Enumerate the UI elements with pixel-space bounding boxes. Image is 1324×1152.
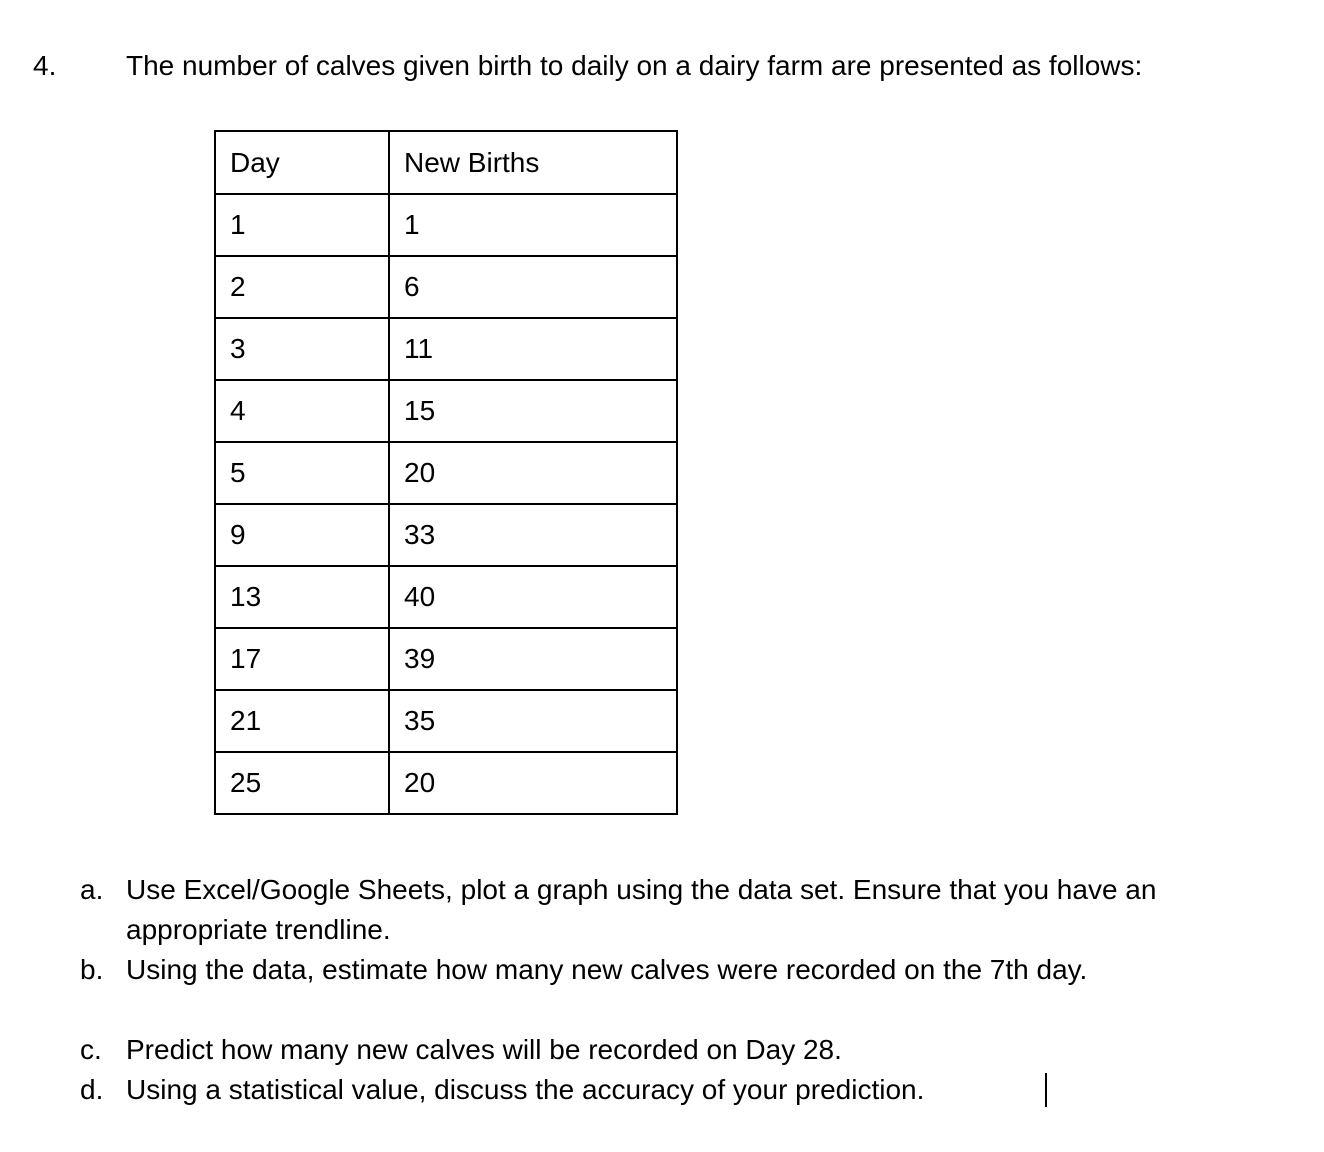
text-cursor: [1045, 1073, 1047, 1107]
header-new-births: New Births: [389, 131, 677, 194]
births-cell: 11: [389, 318, 677, 380]
header-day: Day: [215, 131, 389, 194]
day-cell: 3: [215, 318, 389, 380]
day-cell: 13: [215, 566, 389, 628]
part-text: Using the data, estimate how many new calves were recorded on the 7th day.: [126, 954, 1088, 985]
table-row: [215, 628, 677, 690]
births-cell: 40: [389, 566, 677, 628]
day-cell: 17: [215, 628, 389, 690]
births-cell: 33: [389, 504, 677, 566]
part-marker: d.: [80, 1074, 104, 1105]
table-row: [215, 194, 677, 256]
day-cell: 25: [215, 752, 389, 814]
births-cell: 6: [389, 256, 677, 318]
table-row: [215, 256, 677, 318]
question-part-c: [80, 1030, 1300, 1070]
table-row: [215, 690, 677, 752]
births-table: [214, 130, 678, 815]
table-row: [215, 318, 677, 380]
table-header-row: [215, 131, 677, 194]
births-cell: 39: [389, 628, 677, 690]
births-cell: 15: [389, 380, 677, 442]
births-cell: 1: [389, 194, 677, 256]
day-cell: 2: [215, 256, 389, 318]
day-cell: 4: [215, 380, 389, 442]
question-parts-list: [80, 870, 1300, 1110]
table-row: [215, 380, 677, 442]
day-cell: 9: [215, 504, 389, 566]
table-row: [215, 504, 677, 566]
births-cell: 20: [389, 442, 677, 504]
question-part-d: [80, 1070, 1300, 1110]
part-marker: b.: [80, 954, 104, 985]
births-cell: 35: [389, 690, 677, 752]
part-text: Use Excel/Google Sheets, plot a graph using the data set. Ensure that you have an appropriate trendline.: [126, 874, 1157, 945]
part-text: Using a statistical value, discuss the accuracy of your prediction.: [126, 1074, 925, 1105]
question-part-a: [80, 870, 1300, 950]
day-cell: 1: [215, 194, 389, 256]
part-marker: c.: [80, 1034, 102, 1065]
question-number: 4.: [33, 50, 57, 81]
day-cell: 5: [215, 442, 389, 504]
question-part-b: [80, 950, 1300, 990]
table-row: [215, 566, 677, 628]
day-cell: 21: [215, 690, 389, 752]
births-cell: 20: [389, 752, 677, 814]
table-row: [215, 752, 677, 814]
table-row: [215, 442, 677, 504]
part-marker: a.: [80, 874, 104, 905]
question-stem: The number of calves given birth to daily on a dairy farm are presented as follows:: [126, 50, 1143, 81]
part-text: Predict how many new calves will be recorded on Day 28.: [126, 1034, 842, 1065]
